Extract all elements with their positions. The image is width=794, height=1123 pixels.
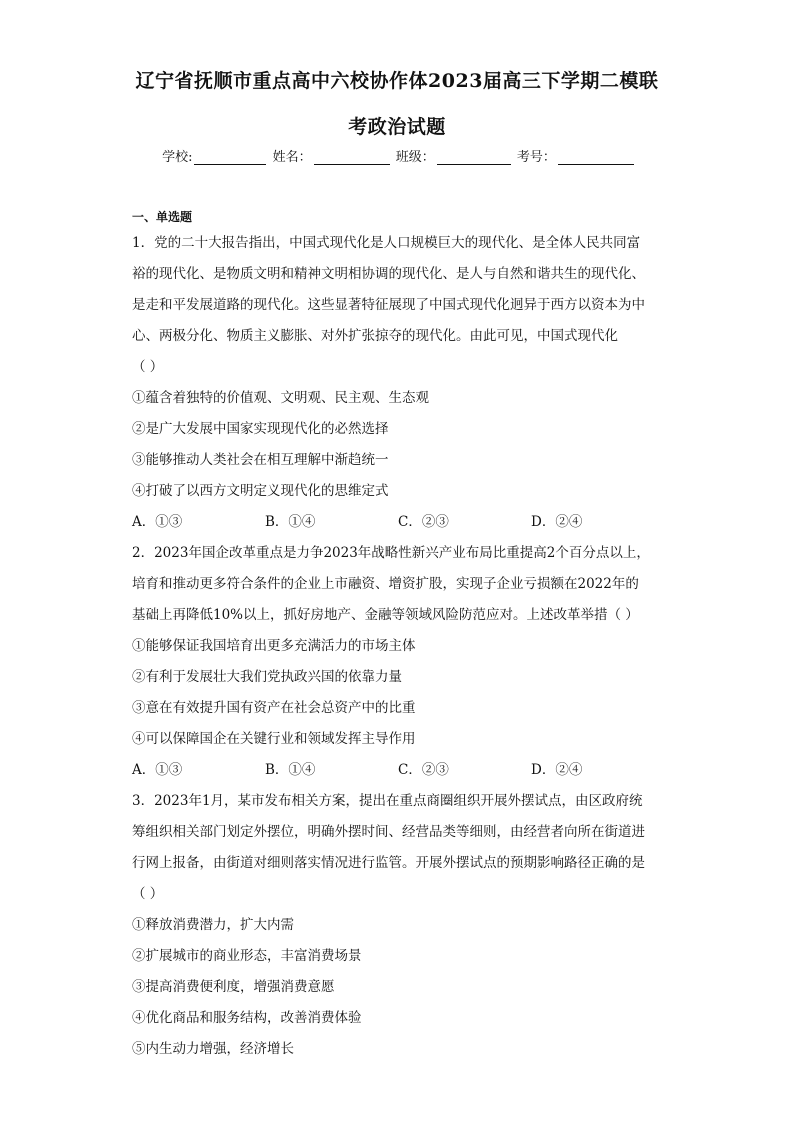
question-1-statement: ④打破了以西方文明定义现代化的思维定式 [132,483,389,499]
school-blank[interactable] [194,150,266,165]
number-label: 考号： [516,150,556,165]
school-label: 学校: [162,150,193,165]
question-1-statement: ①蕴含着独特的价值观、文明观、民主观、生态观 [132,390,429,406]
choice-a[interactable]: A．①③ [132,514,183,530]
class-label: 班级： [395,150,435,165]
question-1-line: （ ） [132,359,164,375]
question-1 [132,228,664,538]
question-2-line: 2．2023年国企改革重点是力争2023年战略性新兴产业布局比重提高2个百分点以上， [132,545,650,561]
choice-b[interactable]: B．①④ [265,762,316,778]
question-3 [132,786,664,1065]
choice-d[interactable]: D．②④ [531,514,583,530]
question-3-statement: ③提高消费便利度，增强消费意愿 [132,979,335,995]
question-3-line: 筹组织相关部门划定外摆位，明确外摆时间、经营品类等细则，由经营者向所在街道进 [132,824,645,840]
question-1-choices [132,507,664,538]
question-2-line: 基础上再降低10%以上，抓好房地产、金融等领域风险防范应对。上述改革举措（ ） [132,607,639,623]
question-2-statement: ②有利于发展壮大我们党执政兴国的依靠力量 [132,669,402,685]
question-3-statement: ②扩展城市的商业形态，丰富消费场景 [132,948,362,964]
question-2 [132,538,664,786]
question-1-statement: ②是广大发展中国家实现现代化的必然选择 [132,421,389,437]
question-2-line: 培育和推动更多符合条件的企业上市融资、增资扩股，实现子企业亏损额在2022年的 [132,576,639,592]
question-1-statement: ③能够推动人类社会在相互理解中渐趋统一 [132,452,389,468]
choice-c[interactable]: C．②③ [398,514,449,530]
question-2-statement: ④可以保障国企在关键行业和领域发挥主导作用 [132,731,416,747]
name-label: 姓名： [272,150,312,165]
question-3-line: （ ） [132,886,164,902]
number-blank[interactable] [558,150,634,165]
exam-title-line-2: 考政治试题 [348,116,446,138]
question-3-statement: ⑤内生动力增强，经济增长 [132,1041,294,1057]
question-3-statement: ①释放消费潜力，扩大内需 [132,917,294,933]
student-info-row [0,146,794,165]
question-1-line: 心、两极分化、物质主义膨胀、对外扩张掠夺的现代化。由此可见，中国式现代化 [132,328,618,344]
choice-c[interactable]: C．②③ [398,762,449,778]
questions-body [132,228,664,1065]
choice-a[interactable]: A．①③ [132,762,183,778]
exam-title-line-1: 辽宁省抚顺市重点高中六校协作体2023届高三下学期二模联 [135,70,659,92]
question-2-statement: ③意在有效提升国有资产在社会总资产中的比重 [132,700,416,716]
name-blank[interactable] [314,150,390,165]
section-title: 一、单选题 [132,210,193,224]
question-3-statement: ④优化商品和服务结构，改善消费体验 [132,1010,362,1026]
question-1-line: 1．党的二十大报告指出，中国式现代化是人口规模巨大的现代化、是全体人民共同富 [132,235,641,251]
question-3-line: 行网上报备，由街道对细则落实情况进行监管。开展外摆试点的预期影响路径正确的是 [132,855,645,871]
choice-d[interactable]: D．②④ [531,762,583,778]
question-2-choices [132,755,664,786]
choice-b[interactable]: B．①④ [265,514,316,530]
question-1-line: 是走和平发展道路的现代化。这些显著特征展现了中国式现代化迥异于西方以资本为中 [132,297,645,313]
question-1-line: 裕的现代化、是物质文明和精神文明相协调的现代化、是人与自然和谐共生的现代化、 [132,266,645,282]
class-blank[interactable] [437,150,511,165]
question-2-statement: ①能够保证我国培育出更多充满活力的市场主体 [132,638,416,654]
question-3-line: 3．2023年1月，某市发布相关方案，提出在重点商圈组织开展外摆试点，由区政府统 [132,793,643,809]
